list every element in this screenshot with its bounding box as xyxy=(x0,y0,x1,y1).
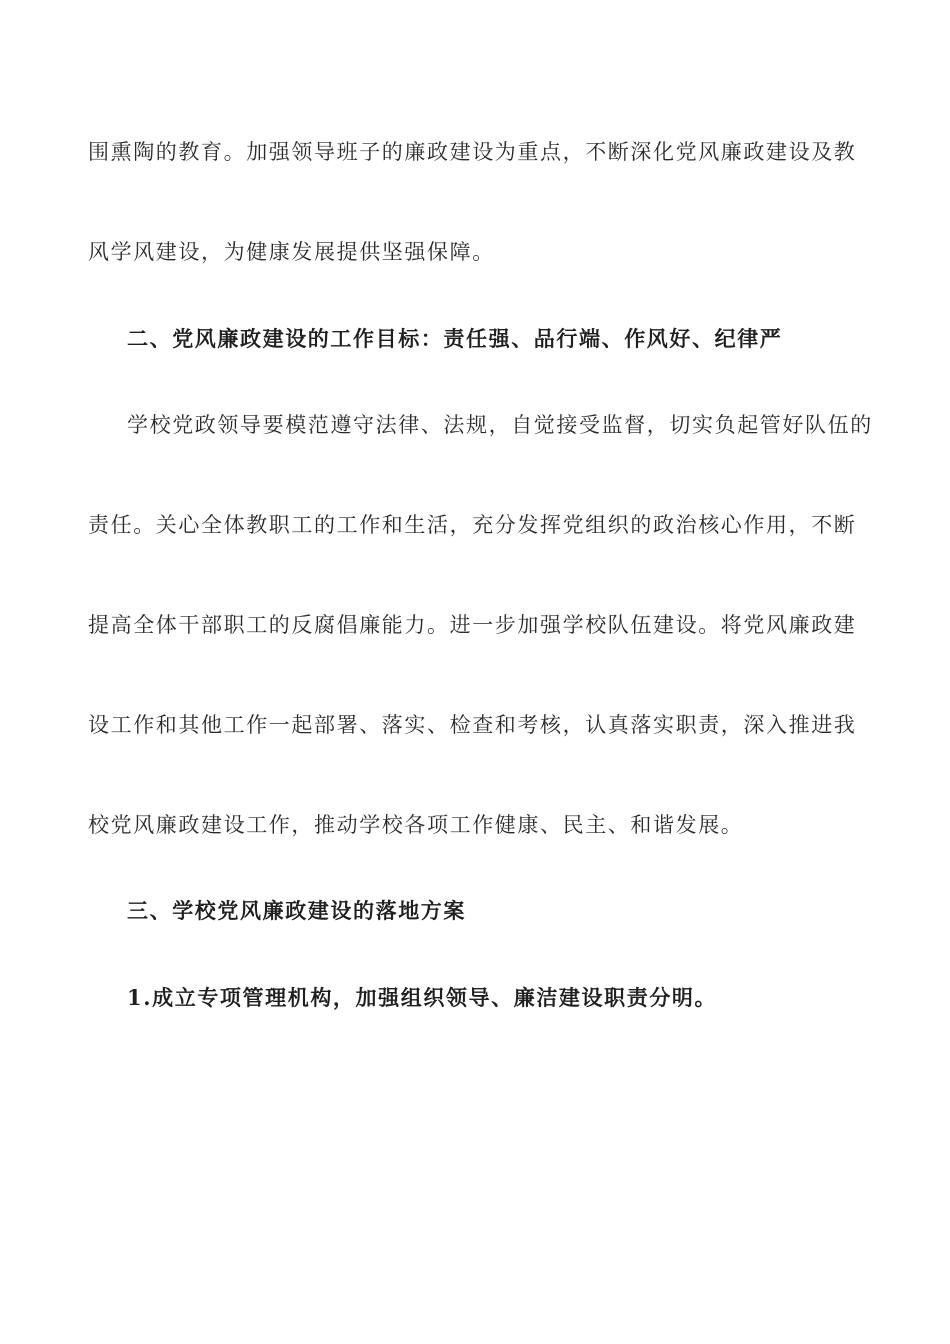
paragraph-1-line-1: 围熏陶的教育。加强领导班子的廉政建设为重点，不断深化党风廉政建设及教 xyxy=(88,140,857,164)
subsection-heading-3-1: 1.成立专项管理机构，加强组织领导、廉洁建设职责分明。 xyxy=(127,985,718,1010)
paragraph-1-line-2: 风学风建设，为健康发展提供坚强保障。 xyxy=(88,240,495,264)
paragraph-2-line-2: 责任。关心全体教职工的工作和生活，充分发挥党组织的政治核心作用，不断 xyxy=(88,513,857,537)
paragraph-2-line-4: 设工作和其他工作一起部署、落实、检查和考核，认真落实职责，深入推进我 xyxy=(88,713,857,737)
paragraph-2-line-5: 校党风廉政建设工作，推动学校各项工作健康、民主、和谐发展。 xyxy=(88,813,744,837)
paragraph-2-line-3: 提高全体干部职工的反腐倡廉能力。进一步加强学校队伍建设。将党风廉政建 xyxy=(88,613,857,637)
section-heading-3: 三、学校党风廉政建设的落地方案 xyxy=(127,898,466,923)
section-heading-2: 二、党风廉政建设的工作目标：责任强、品行端、作风好、纪律严 xyxy=(127,326,783,351)
paragraph-2-line-1: 学校党政领导要模范遵守法律、法规，自觉接受监督，切实负起管好队伍的 xyxy=(127,413,873,437)
